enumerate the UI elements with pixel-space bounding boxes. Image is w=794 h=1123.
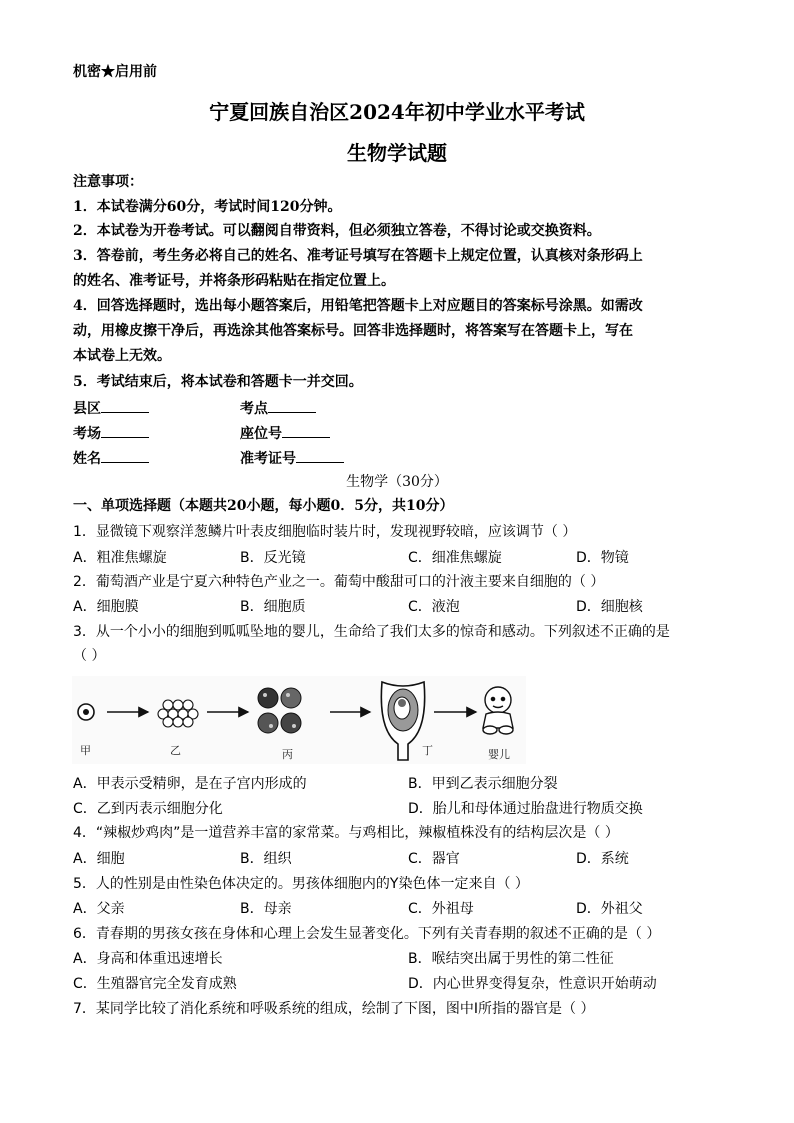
q6-stem: 6．青春期的男孩女孩在身体和心理上会发生显著变化。下列有关青春期的叙述不正确的是（ ）: [73, 926, 661, 942]
q6-option-a: A．身高和体重迅速增长: [73, 951, 223, 967]
q3-option-c: C．乙到丙表示细胞分化: [73, 801, 223, 817]
notice-item: 4．回答选择题时，选出每小题答案后，用铅笔把答题卡上对应题目的答案标号涂黑。如需改: [73, 298, 643, 314]
notice-item: 本试卷上无效。: [73, 348, 171, 364]
q3-stem: 3．从一个小小的细胞到呱呱坠地的婴儿，生命给了我们太多的惊奇和感动。下列叙述不正确的是: [73, 624, 670, 640]
figure-label-baby: 婴儿: [488, 748, 510, 761]
q4-option-d: D．系统: [576, 851, 629, 867]
exam-title: 宁夏回族自治区2024年初中学业水平考试: [209, 100, 585, 124]
q5-option-b: B．母亲: [240, 901, 292, 917]
figure-label-jia: 甲: [80, 744, 91, 757]
part1-heading: 一、单项选择题（本题共20小题，每小题0．5分，共10分）: [73, 498, 454, 514]
q1-option-b: B．反光镜: [240, 550, 306, 566]
q1-option-d: D．物镜: [576, 550, 629, 566]
notice-heading: 注意事项：: [73, 174, 143, 190]
exam-room-field[interactable]: [73, 423, 149, 444]
q5-option-d: D．外祖父: [576, 901, 643, 917]
q3-option-b: B．甲到乙表示细胞分裂: [408, 776, 558, 792]
uterus-fetus-icon: [381, 682, 424, 760]
q5-option-a: A．父亲: [73, 901, 125, 917]
q5-option-c: C．外祖母: [408, 901, 474, 917]
q4-stem: 4．“辣椒炒鸡肉”是一道营养丰富的家常菜。与鸡相比，辣椒植株没有的结构层次是（ ）: [73, 825, 619, 841]
q6-option-c: C．生殖器官完全发育成熟: [73, 976, 237, 992]
name-label: 姓名: [73, 451, 101, 467]
ticket-field[interactable]: [240, 448, 344, 469]
zygote-icon: [78, 704, 94, 720]
baby-icon: [483, 687, 513, 734]
q3-option-a: A．甲表示受精卵，是在子宫内形成的: [73, 776, 307, 792]
q4-option-c: C．器官: [408, 851, 460, 867]
q2-option-d: D．细胞核: [576, 599, 643, 615]
notice-item: 1．本试卷满分60分，考试时间120分钟。: [73, 199, 342, 215]
county-label: 县区: [73, 401, 101, 417]
subject-heading: 生物学（30分）: [346, 474, 448, 490]
notice-item: 的姓名、准考证号，并将条形码粘贴在指定位置上。: [73, 273, 395, 289]
figure-label-ding: 丁: [422, 744, 433, 757]
q6-option-d: D．内心世界变得复杂，性意识开始萌动: [408, 976, 657, 992]
ticket-label: 准考证号: [240, 451, 296, 467]
q6-option-b: B．喉结突出属于男性的第二性征: [408, 951, 614, 967]
exam-point-label: 考点: [240, 401, 268, 417]
name-field[interactable]: [73, 448, 149, 469]
q1-option-c: C．细准焦螺旋: [408, 550, 502, 566]
exam-subtitle: 生物学试题: [347, 141, 447, 165]
q2-option-c: C．液泡: [408, 599, 460, 615]
tissues-icon: [258, 688, 301, 733]
cell-cluster-icon: [158, 700, 198, 727]
seat-field[interactable]: [240, 423, 330, 444]
development-diagram: [72, 676, 526, 764]
county-field[interactable]: [73, 398, 149, 419]
figure-label-yi: 乙: [170, 744, 181, 757]
figure-label-bing: 丙: [282, 748, 293, 761]
q5-stem: 5．人的性别是由性染色体决定的。男孩体细胞内的Y染色体一定来自（ ）: [73, 876, 529, 892]
q3-option-d: D．胎儿和母体通过胎盘进行物质交换: [408, 801, 643, 817]
secret-mark: 机密★启用前: [73, 64, 157, 80]
exam-point-field[interactable]: [240, 398, 316, 419]
notice-item: 动，用橡皮擦干净后，再选涂其他答案标号。回答非选择题时，将答案写在答题卡上，写在: [73, 323, 633, 339]
notice-item: 2．本试卷为开卷考试。可以翻阅自带资料，但必须独立答卷，不得讨论或交换资料。: [73, 223, 601, 239]
seat-label: 座位号: [240, 426, 282, 442]
q4-option-b: B．组织: [240, 851, 292, 867]
notice-item: 5．考试结束后，将本试卷和答题卡一并交回。: [73, 374, 363, 390]
q3-stem-bracket: （ ）: [73, 648, 106, 664]
q2-stem: 2．葡萄酒产业是宁夏六种特色产业之一。葡萄中酸甜可口的汁液主要来自细胞的（ ）: [73, 574, 605, 590]
q1-option-a: A．粗准焦螺旋: [73, 550, 167, 566]
exam-room-label: 考场: [73, 426, 101, 442]
q7-stem: 7．某同学比较了消化系统和呼吸系统的组成，绘制了下图，图中Ⅰ所指的器官是（ ）: [73, 1001, 595, 1017]
q4-option-a: A．细胞: [73, 851, 125, 867]
embryo-development-figure: [72, 676, 526, 764]
notice-item: 3．答卷前，考生务必将自己的姓名、准考证号填写在答题卡上规定位置，认真核对条形码上: [73, 248, 643, 264]
q2-option-b: B．细胞质: [240, 599, 306, 615]
q2-option-a: A．细胞膜: [73, 599, 139, 615]
q1-stem: 1．显微镜下观察洋葱鳞片叶表皮细胞临时装片时，发现视野较暗，应该调节（ ）: [73, 524, 577, 540]
